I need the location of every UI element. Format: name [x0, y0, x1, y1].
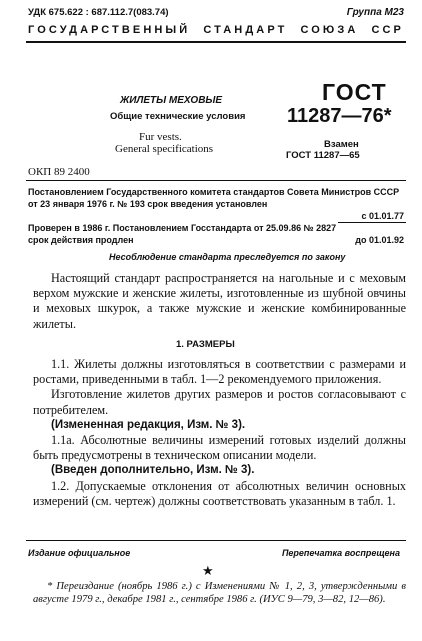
standard-title: ГОСУДАРСТВЕННЫЙ СТАНДАРТ СОЮЗА ССР: [28, 24, 404, 36]
decree-line1: Постановлением Государственного комитета стандартов Совета Министров СССР: [28, 187, 400, 197]
paragraph-1-2: 1.2. Допускаемые отклонения от абсолютных величин основных измерений (см. чертеж) должны соответствовать указанным в табл. 1.: [33, 478, 406, 508]
paragraph-1-1a: 1.1а. Абсолютные величины измерений готовых изделий должны быть предусмотрены в техническом описании модели.: [33, 433, 406, 463]
section1-body: [33, 357, 406, 509]
footnote: * Переиздание (ноябрь 1986 г.) с Изменениями № 1, 2, 3, утвержденными в августе 1979 г., декабре 1981 г., сентябре 1986 г. (ИУС 9—79, 3—82, 12—86).: [33, 581, 406, 605]
change-note-1: (Измененная редакция, Изм. № 3).: [51, 418, 246, 431]
decree-date1: с 01.01.77: [361, 211, 404, 221]
udk-code: УДК 675.622 : 687.112.7(083.74): [28, 7, 169, 18]
replaces-number: ГОСТ 11287—65: [286, 150, 360, 161]
paragraph-1-1b: Изготовление жилетов других размеров и ростов согласовывают с потребителем.: [33, 387, 406, 417]
title-rule: [26, 180, 406, 181]
gost-number: 11287—76*: [287, 105, 392, 127]
replaces-label: Взамен: [324, 139, 359, 150]
star-icon: ★: [202, 563, 214, 578]
decree-line4: срок действия продлен: [28, 235, 134, 245]
footer-rule: [26, 540, 406, 541]
gost-label: ГОСТ: [322, 79, 387, 105]
official-edition: Издание официальное: [28, 548, 131, 558]
header-rule: [26, 41, 406, 43]
date1-rule: [338, 222, 406, 223]
ru-title: ЖИЛЕТЫ МЕХОВЫЕ: [120, 95, 223, 106]
en-subtitle: General specifications: [115, 143, 214, 155]
intro-paragraph: Настоящий стандарт распространяется на нагольные и с меховым верхом мужские и женские жилеты, изготовленные из шубной овчины и меховых шкурок, а также мужские и женские комбинированные жилеты.: [33, 271, 406, 331]
law-notice: Несоблюдение стандарта преследуется по закону: [109, 252, 346, 262]
decree-line3: Проверен в 1986 г. Постановлением Госстандарта от 25.09.86 № 2827: [28, 223, 337, 233]
en-title: Fur vests.: [139, 131, 182, 143]
section1-heading: 1. РАЗМЕРЫ: [176, 339, 235, 350]
paragraph-1-1: 1.1. Жилеты должны изготовляться в соответствии с размерами и ростами, приведенными в табл. 1—2 рекомендуемого приложения.: [33, 357, 406, 387]
change-note-2: (Введен дополнительно, Изм. № 3).: [51, 464, 255, 477]
ru-subtitle: Общие технические условия: [110, 111, 246, 122]
okp-code: ОКП 89 2400: [28, 166, 90, 178]
group-code: Группа М23: [346, 7, 404, 18]
reprint-forbidden: Перепечатка воспрещена: [281, 548, 400, 558]
decree-date2: до 01.01.92: [355, 235, 404, 245]
decree-line2: от 23 января 1976 г. № 193 срок введения установлен: [28, 199, 268, 209]
